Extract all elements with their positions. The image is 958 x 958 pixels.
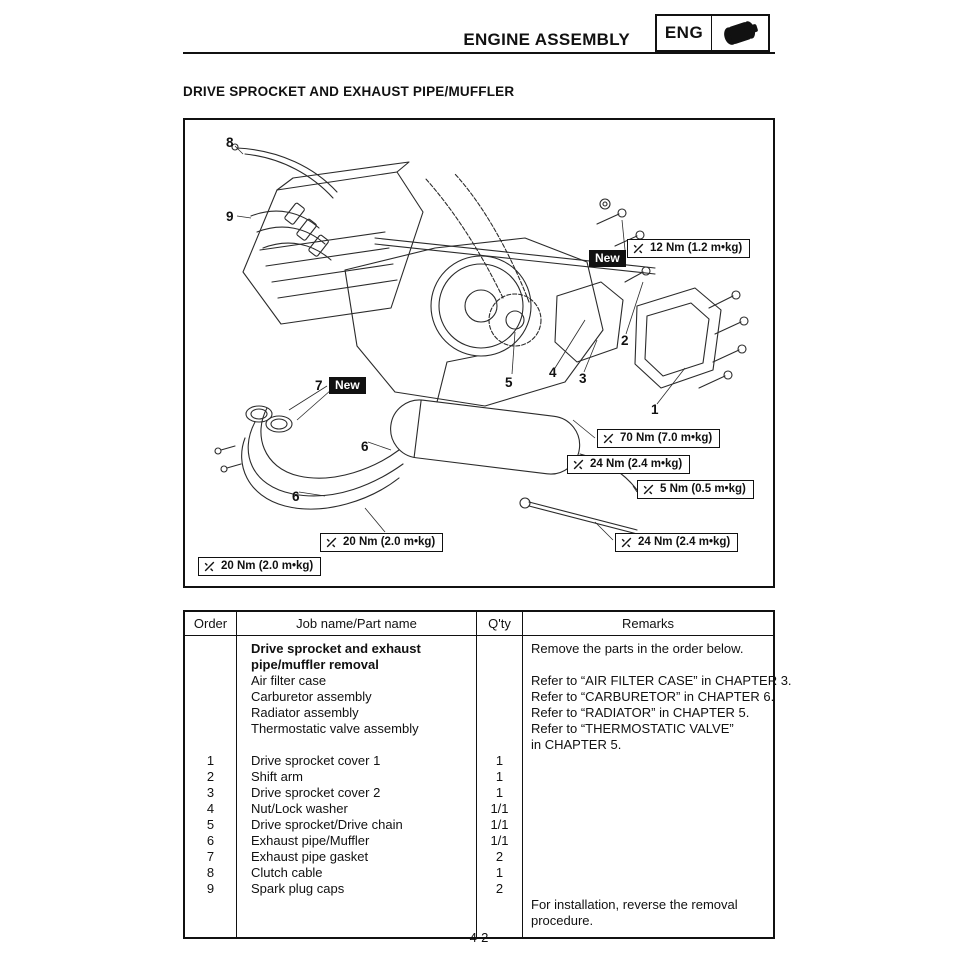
row-order: 8 xyxy=(185,865,237,881)
remark-line: Refer to “THERMOSTATIC VALVE” xyxy=(531,721,734,736)
torque-label-text: 20 Nm (2.0 m•kg) xyxy=(343,536,436,548)
row-qty: 2 xyxy=(477,881,523,897)
row-remarks xyxy=(523,753,773,769)
torque-wrench-icon xyxy=(632,242,645,255)
row-qty: 1 xyxy=(477,769,523,785)
torque-label-20nm-bottom xyxy=(198,557,321,576)
page-title: ENGINE ASSEMBLY xyxy=(463,30,630,49)
table-header-order: Order xyxy=(185,612,237,636)
row-part-name: Nut/Lock washer xyxy=(237,801,477,817)
exploded-diagram xyxy=(183,118,775,588)
torque-label-5nm xyxy=(637,480,754,499)
remark-line: in CHAPTER 5. xyxy=(531,737,622,752)
callout-7: 7 xyxy=(315,378,323,393)
table-header-qty: Q'ty xyxy=(477,612,523,636)
table-intro-block xyxy=(185,636,792,753)
pre-removal-item: Thermostatic valve assembly xyxy=(251,721,419,736)
torque-label-text: 24 Nm (2.4 m•kg) xyxy=(638,536,731,548)
row-remarks xyxy=(523,817,773,833)
torque-label-12nm xyxy=(627,239,750,258)
remark-line: Refer to “RADIATOR” in CHAPTER 5. xyxy=(531,705,750,720)
job-title-line: pipe/muffler removal xyxy=(251,657,379,672)
torque-wrench-icon xyxy=(572,458,585,471)
torque-label-text: 20 Nm (2.0 m•kg) xyxy=(221,560,314,572)
intro-name-cell xyxy=(237,636,477,753)
row-remarks xyxy=(523,785,773,801)
torque-label-24nm-upper xyxy=(567,455,690,474)
remark-line: Refer to “CARBURETOR” in CHAPTER 6. xyxy=(531,689,775,704)
table-header-row xyxy=(185,612,773,636)
callout-9: 9 xyxy=(226,209,234,224)
exploded-diagram-art xyxy=(185,120,773,586)
torque-wrench-icon xyxy=(642,483,655,496)
pre-removal-item: Radiator assembly xyxy=(251,705,359,720)
row-part-name: Drive sprocket cover 2 xyxy=(237,785,477,801)
torque-label-20nm-mid xyxy=(320,533,443,552)
row-qty: 1 xyxy=(477,753,523,769)
parts-table xyxy=(183,610,792,939)
row-part-name: Exhaust pipe/Muffler xyxy=(237,833,477,849)
row-order: 1 xyxy=(185,753,237,769)
table-header-job-name: Job name/Part name xyxy=(237,612,477,636)
row-qty: 1 xyxy=(477,785,523,801)
row-order: 4 xyxy=(185,801,237,817)
row-part-name: Drive sprocket/Drive chain xyxy=(237,817,477,833)
intro-order-cell xyxy=(185,636,237,753)
row-qty: 1/1 xyxy=(477,817,523,833)
torque-wrench-icon xyxy=(203,560,216,573)
eng-badge: ENG xyxy=(655,14,713,52)
row-remarks xyxy=(523,849,773,865)
row-remarks xyxy=(523,881,773,897)
job-title-line: Drive sprocket and exhaust xyxy=(251,641,421,656)
row-order: 2 xyxy=(185,769,237,785)
row-remarks xyxy=(523,865,773,881)
page-number: 4-2 xyxy=(469,930,489,945)
torque-label-24nm-lower xyxy=(615,533,738,552)
row-order: 5 xyxy=(185,817,237,833)
new-badge: New xyxy=(589,250,626,267)
table-header-remarks: Remarks xyxy=(523,612,773,636)
torque-label-text: 24 Nm (2.4 m•kg) xyxy=(590,458,683,470)
remark-line xyxy=(531,657,792,673)
row-part-name: Clutch cable xyxy=(237,865,477,881)
section-title: DRIVE SPROCKET AND EXHAUST PIPE/MUFFLER xyxy=(183,84,515,99)
row-qty: 1/1 xyxy=(477,833,523,849)
intro-qty-cell xyxy=(477,636,523,753)
row-remarks xyxy=(523,769,773,785)
row-order: 7 xyxy=(185,849,237,865)
torque-label-text: 12 Nm (1.2 m•kg) xyxy=(650,242,743,254)
callout-6b: 6 xyxy=(292,489,300,504)
row-qty: 1/1 xyxy=(477,801,523,817)
pre-removal-item: Air filter case xyxy=(251,673,327,688)
remark-line: Refer to “AIR FILTER CASE” in CHAPTER 3. xyxy=(531,673,792,688)
torque-label-text: 70 Nm (7.0 m•kg) xyxy=(620,432,713,444)
torque-label-text: 5 Nm (0.5 m•kg) xyxy=(660,483,746,495)
row-part-name: Drive sprocket cover 1 xyxy=(237,753,477,769)
intro-remarks-cell xyxy=(523,636,792,753)
row-part-name: Shift arm xyxy=(237,769,477,785)
callout-5: 5 xyxy=(505,375,513,390)
callout-6a: 6 xyxy=(361,439,369,454)
row-part-name: Spark plug caps xyxy=(237,881,477,897)
row-qty: 1 xyxy=(477,865,523,881)
callout-1: 1 xyxy=(651,402,659,417)
row-order: 3 xyxy=(185,785,237,801)
row-qty: 2 xyxy=(477,849,523,865)
engine-cylinder-icon xyxy=(712,14,770,52)
table-rows xyxy=(185,753,773,897)
callout-8: 8 xyxy=(226,135,234,150)
torque-wrench-icon xyxy=(620,536,633,549)
torque-wrench-icon xyxy=(325,536,338,549)
row-order: 6 xyxy=(185,833,237,849)
callout-4: 4 xyxy=(549,365,557,380)
callout-2: 2 xyxy=(621,333,629,348)
callout-3: 3 xyxy=(579,371,587,386)
row-remarks xyxy=(523,833,773,849)
pre-removal-item: Carburetor assembly xyxy=(251,689,372,704)
row-part-name: Exhaust pipe gasket xyxy=(237,849,477,865)
remark-line: Remove the parts in the order below. xyxy=(531,641,744,656)
torque-wrench-icon xyxy=(602,432,615,445)
row-remarks xyxy=(523,801,773,817)
header-rule xyxy=(183,52,775,54)
remark-line: For installation, reverse the removal xyxy=(531,897,738,912)
row-order: 9 xyxy=(185,881,237,897)
torque-label-70nm xyxy=(597,429,720,448)
remark-line: procedure. xyxy=(531,913,594,928)
new-badge: New xyxy=(329,377,366,394)
